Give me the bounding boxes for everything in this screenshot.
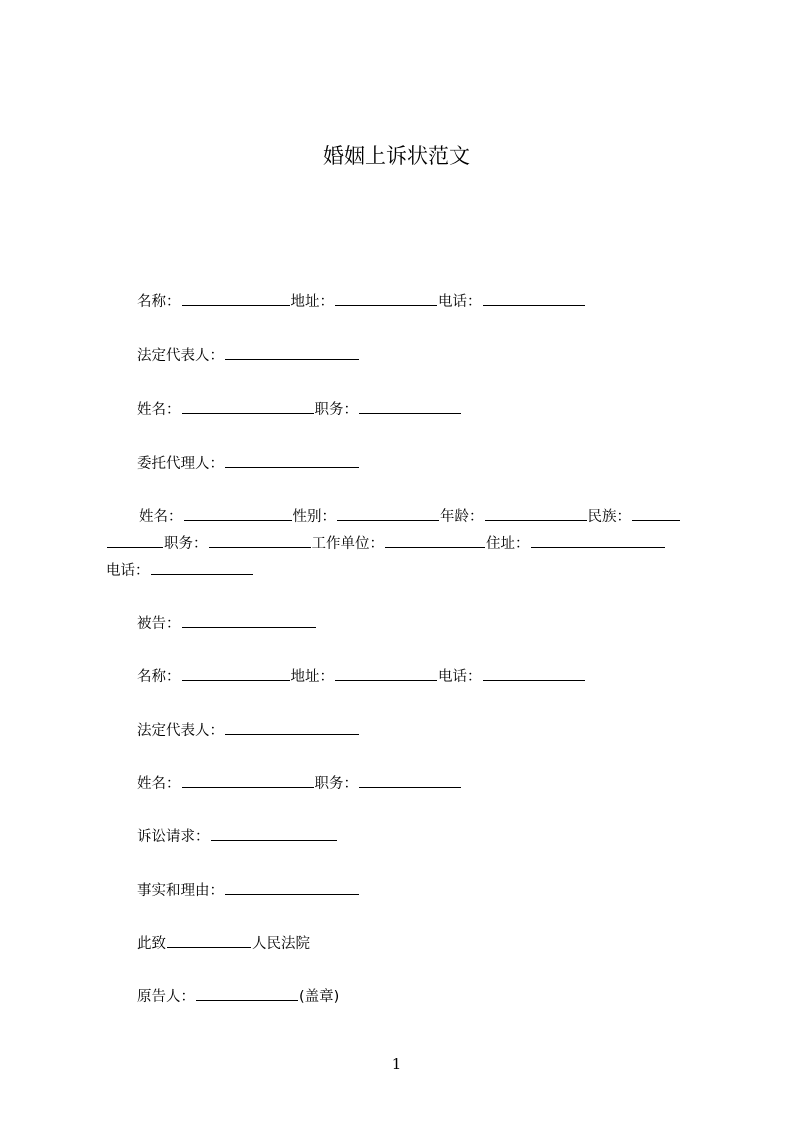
phone-label: 电话： <box>438 669 482 685</box>
position-label: 职务： <box>164 536 208 552</box>
agent-name-blank[interactable] <box>184 506 292 521</box>
ethnicity-blank[interactable] <box>632 506 680 521</box>
gender-label: 性别： <box>292 509 336 525</box>
plaintiff-entity-line <box>137 291 586 312</box>
claims-line <box>137 826 338 847</box>
agent-label: 委托代理人： <box>137 456 224 472</box>
residence-blank[interactable] <box>531 533 665 548</box>
person-name-label: 姓名： <box>137 776 181 792</box>
agent-phone-blank[interactable] <box>151 560 253 575</box>
position-label: 职务： <box>314 776 358 792</box>
legal-rep-line <box>137 345 360 366</box>
legal-rep-blank[interactable] <box>225 345 359 360</box>
def-name-blank[interactable] <box>182 666 290 681</box>
age-label: 年龄： <box>440 509 484 525</box>
ethnicity-blank-cont[interactable] <box>107 533 163 548</box>
address-label: 地址： <box>290 669 334 685</box>
page-number: 1 <box>391 1055 402 1073</box>
court-blank[interactable] <box>167 933 251 948</box>
facts-blank[interactable] <box>225 880 359 895</box>
plaintiff-blank[interactable] <box>196 986 298 1001</box>
address-blank[interactable] <box>335 291 437 306</box>
def-address-blank[interactable] <box>335 666 437 681</box>
position-blank[interactable] <box>359 399 461 414</box>
agent-details-line-1 <box>139 506 681 527</box>
to-suffix: 人民法院 <box>252 936 310 952</box>
address-label: 地址： <box>290 294 334 310</box>
agent-details-line-2 <box>106 533 666 554</box>
plaintiff-label: 原告人： <box>137 989 195 1005</box>
document-title: 婚姻上诉状范文 <box>323 144 470 168</box>
to-prefix: 此致 <box>137 936 166 952</box>
agent-position-blank[interactable] <box>209 533 311 548</box>
defendant-label: 被告： <box>137 616 181 632</box>
person-name-blank[interactable] <box>182 399 314 414</box>
residence-label: 住址： <box>486 536 530 552</box>
defendant-line <box>137 613 317 634</box>
person-name-label: 姓名： <box>139 509 183 525</box>
def-phone-blank[interactable] <box>483 666 585 681</box>
defendant-entity-line <box>137 666 586 687</box>
claims-label: 诉讼请求： <box>137 829 210 845</box>
name-blank[interactable] <box>182 291 290 306</box>
legal-rep-label: 法定代表人： <box>137 723 224 739</box>
ethnicity-label: 民族： <box>587 509 631 525</box>
claims-blank[interactable] <box>211 826 337 841</box>
def-person-name-blank[interactable] <box>182 773 314 788</box>
work-unit-blank[interactable] <box>385 533 485 548</box>
name-label: 名称： <box>137 669 181 685</box>
def-legal-rep-line <box>137 720 360 741</box>
agent-line <box>137 453 360 474</box>
seal-label: (盖章) <box>299 989 340 1005</box>
def-legal-rep-blank[interactable] <box>225 720 359 735</box>
facts-line <box>137 880 360 901</box>
legal-rep-label: 法定代表人： <box>137 348 224 364</box>
age-blank[interactable] <box>485 506 587 521</box>
position-label: 职务： <box>314 402 358 418</box>
name-label: 名称： <box>137 294 181 310</box>
phone-blank[interactable] <box>483 291 585 306</box>
phone-label: 电话： <box>438 294 482 310</box>
agent-blank[interactable] <box>225 453 359 468</box>
person-name-label: 姓名： <box>137 402 181 418</box>
phone-label: 电话： <box>106 563 150 579</box>
court-line <box>137 933 310 954</box>
def-position-blank[interactable] <box>359 773 461 788</box>
rep-name-line <box>137 399 462 420</box>
defendant-blank[interactable] <box>182 613 316 628</box>
plaintiff-signature-line <box>137 986 339 1007</box>
def-rep-name-line <box>137 773 462 794</box>
agent-details-line-3 <box>106 560 254 581</box>
facts-label: 事实和理由： <box>137 883 224 899</box>
gender-blank[interactable] <box>337 506 439 521</box>
work-unit-label: 工作单位： <box>311 536 384 552</box>
